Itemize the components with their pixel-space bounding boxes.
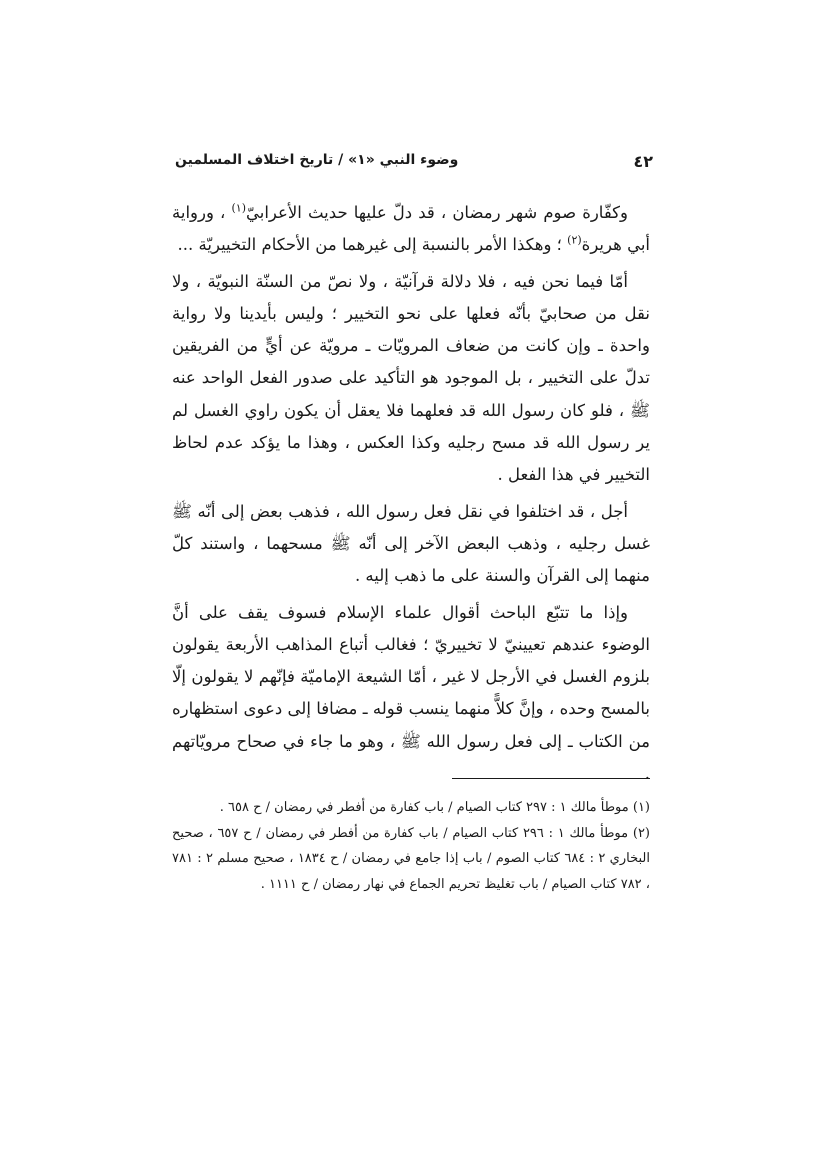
footnote-1: (١) موطأ مالك ١ : ٢٩٧ كتاب الصيام / باب كفارة من أفطر في رمضان / ح ٦٥٨ . [219, 800, 650, 815]
running-title: وضوء النبي «١» / تاريخ اختلاف المسلمين [175, 152, 459, 168]
footnotes [172, 795, 650, 897]
page-number: ٤٢ [633, 152, 653, 171]
footnote-marker-1: (١) [231, 201, 246, 215]
footnote-separator [452, 778, 650, 779]
footnote-2: (٢) موطأ مالك ١ : ٢٩٦ كتاب الصيام / باب كفارة من أفطر في رمضان / ح ٦٥٧ ، صحيح البخاري ٢ : ٦٨٤ كتاب الصوم / باب إذا جامع في رمضان / ح ١٨٣٤ ، صحيح مسلم ٢ : ٧٨١ ، ٧٨٢ كتاب الصيام / باب تغليظ تحريم الجماع في نهار رمضان / ح ١١١١ . [172, 825, 650, 892]
paragraph: أمّا فيما نحن فيه ، فلا دلالة قرآنيّة ، ولا نصّ من السنّة النبويّة ، ولا نقل من صحابيّ بأنّه فعلها على نحو التخيير ؛ وليس بأيدينا ولا رواية واحدة ـ وإن كانت من ضعاف المرويّات ـ مرويّة عن أيٍّ من الفريقين تدلّ على التخيير ، بل الموجود هو التأكيد على صدور الفعل الواحد عنه ﷺ ، فلو كان رسول الله قد فعلهما فلا يعقل أن يكون راوي الغسل لم ير رسول الله قد مسح رجليه وكذا العكس ، وهذا ما يؤكد عدم لحاظ التخيير في هذا الفعل . [172, 271, 650, 485]
paragraph [172, 197, 650, 262]
paragraph-text: ؛ وهكذا الأمر بالنسبة إلى غيرهما من الأحكام التخييريّة ... [177, 235, 568, 255]
paragraph: وإذا ما تتبّع الباحث أقوال علماء الإسلام فسوف يقف على أنَّ الوضوء عندهم تعيينيّ لا تخييريّ ؛ فغالب أتباع المذاهب الأربعة يقولون بلزوم الغسل في الأرجل لا غير ، أمّا الشيعة الإماميّة فإنّهم لا يقولون إلّا بالمسح وحده ، وإنَّ كلاًّ منهما ينسب قوله ـ مضافا إلى دعوى استظهاره من الكتاب ـ إلى فعل رسول الله ﷺ ، وهو ما جاء في صحاح مرويّاتهم . [172, 602, 650, 784]
footnote-marker-2: (٢) [567, 233, 582, 247]
paragraph: أجل ، قد اختلفوا في نقل فعل رسول الله ، فذهب بعض إلى أنّه ﷺ غسل رجليه ، وذهب البعض الآخر إلى أنّه ﷺ مسحهما ، واستند كلّ منهما إلى القرآن والسنة على ما ذهب إليه . [172, 501, 650, 586]
page-header [175, 150, 653, 176]
paragraph-text: وكفّارة صوم شهر رمضان ، قد دلّ عليها حديث الأعرابيّ [246, 203, 629, 222]
paragraph-text: ، ورواية أبي هريرة [172, 203, 650, 255]
main-text [172, 197, 650, 794]
